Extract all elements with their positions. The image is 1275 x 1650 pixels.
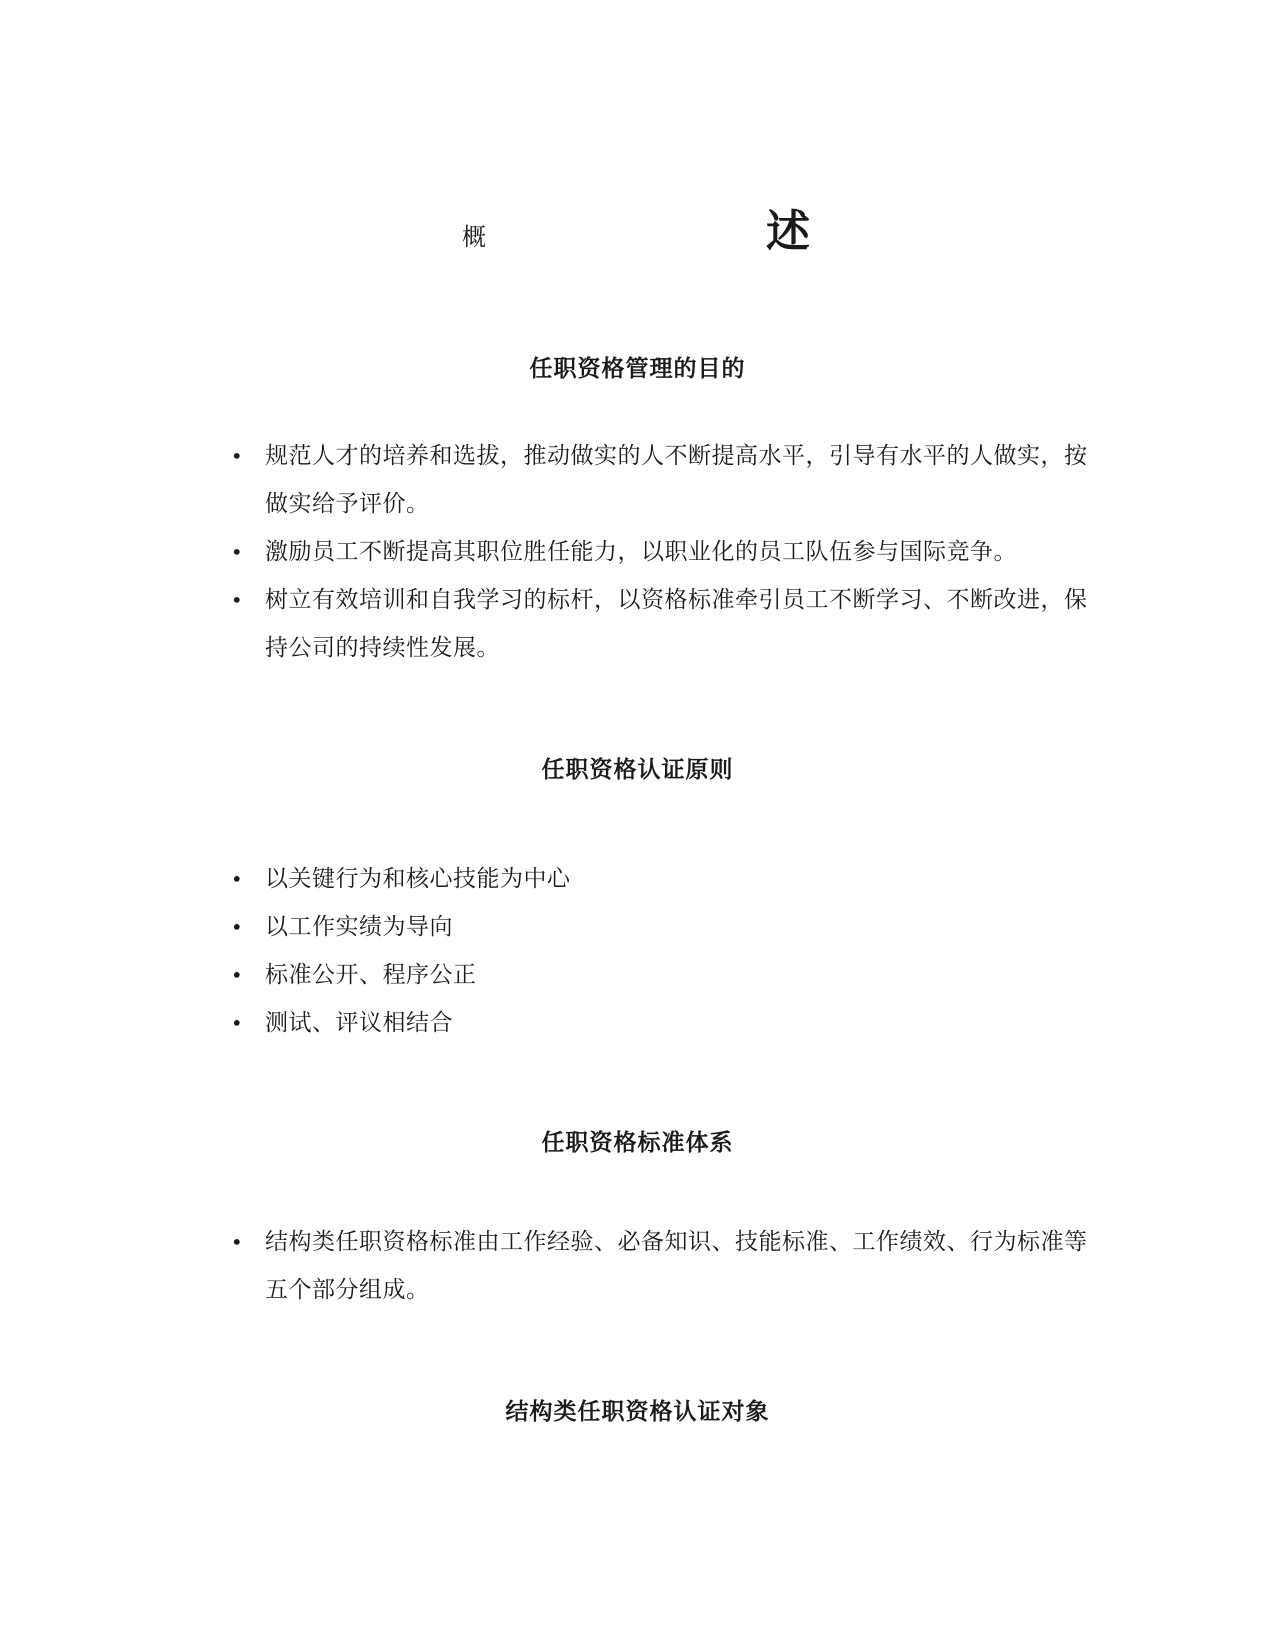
section-heading-certification-targets: 结构类任职资格认证对象	[505, 1398, 770, 1425]
purpose-list	[227, 432, 1107, 672]
list-item-text: 规范人才的培养和选拔，推动做实的人不断提高水平，引导有水平的人做实，按做实给予评价。	[265, 443, 1088, 517]
list-item	[227, 855, 1107, 903]
section-heading-purpose: 任职资格管理的目的	[529, 355, 746, 382]
section-heading-principles: 任职资格认证原则	[541, 756, 734, 783]
bullet-icon: •	[230, 915, 244, 939]
list-item	[227, 528, 1107, 576]
bullet-icon: •	[230, 1011, 244, 1035]
list-item-text: 以关键行为和核心技能为中心	[265, 866, 571, 892]
list-item	[227, 1218, 1107, 1314]
bullet-icon: •	[230, 963, 244, 987]
list-item-text: 树立有效培训和自我学习的标杆，以资格标准牵引员工不断学习、不断改进，保持公司的持续性发展。	[265, 587, 1088, 661]
principles-list	[227, 855, 1107, 1047]
bullet-icon: •	[230, 588, 244, 612]
bullet-icon: •	[230, 444, 244, 468]
list-item-text: 测试、评议相结合	[265, 1010, 453, 1036]
list-item	[227, 576, 1107, 672]
section-heading-standards-system: 任职资格标准体系	[541, 1129, 734, 1156]
page-title-left-char: 概	[462, 223, 486, 251]
list-item	[227, 999, 1107, 1047]
bullet-icon: •	[230, 540, 244, 564]
standards-system-list	[227, 1218, 1107, 1314]
bullet-icon: •	[230, 1230, 244, 1254]
list-item-text: 结构类任职资格标准由工作经验、必备知识、技能标准、工作绩效、行为标准等五个部分组成。	[265, 1229, 1088, 1303]
list-item-text: 激励员工不断提高其职位胜任能力，以职业化的员工队伍参与国际竞争。	[265, 539, 1017, 565]
list-item-text: 以工作实绩为导向	[265, 914, 453, 940]
list-item	[227, 903, 1107, 951]
list-item	[227, 432, 1107, 528]
list-item	[227, 951, 1107, 999]
page-title-right-char: 述	[766, 206, 810, 257]
list-item-text: 标准公开、程序公正	[265, 962, 477, 988]
bullet-icon: •	[230, 867, 244, 891]
